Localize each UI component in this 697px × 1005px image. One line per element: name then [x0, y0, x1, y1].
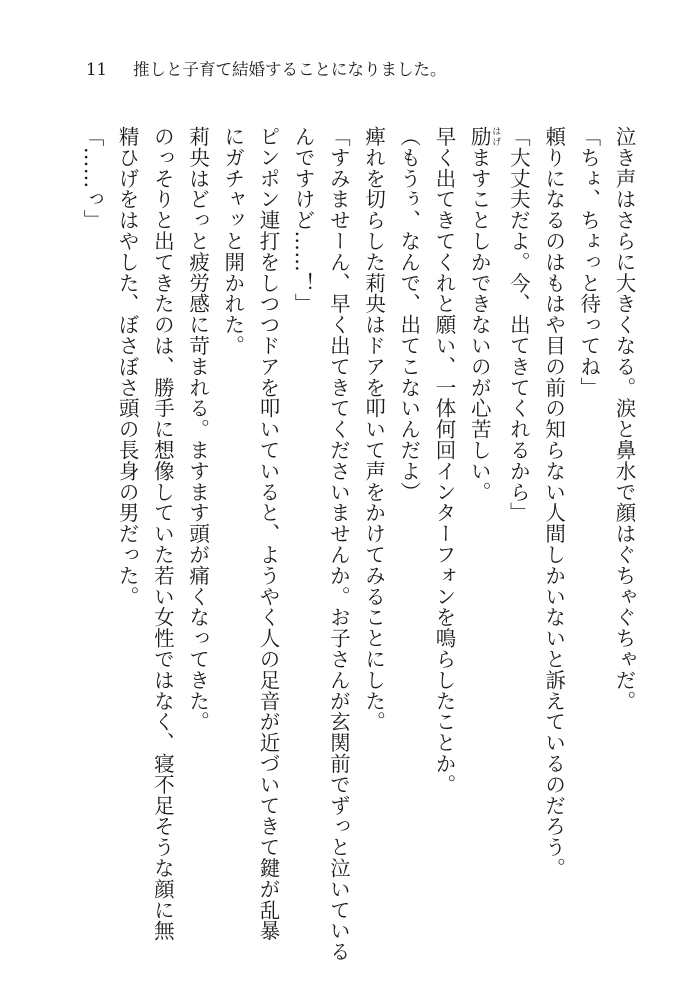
text-line-continued: 精ひげをはやした、ぼさぼさ頭の長身の男だった。 [115, 126, 140, 607]
dialogue-line: 「ちょ、ちょっと待ってね」 [576, 126, 601, 398]
page-number: 11 [86, 60, 107, 79]
dialogue-line: 「……っ」 [79, 126, 104, 231]
ruby-base: 励 [467, 126, 492, 147]
page-header [86, 58, 447, 82]
monologue-line: （もうぅ、なんで、出てこないんだよ） [396, 126, 421, 503]
book-title: 推しと子育て結婚することになりました。 [133, 60, 447, 79]
text-line-continued: にガチャッと開かれた。 [220, 126, 245, 356]
dialogue-line-continued: んですけど……！」 [291, 126, 316, 315]
text-line: ピンポン連打をしつつドアを叩いていると、ようやく人の足音が近づいてきて鍵が乱暴 [255, 126, 280, 942]
text-line: のっそりと出てきたのは、勝手に想像していた若い女性ではなく、寝不足そうな顔に無 [150, 126, 175, 942]
dialogue-line: 「大丈夫だよ。今、出てきてくれるから」 [506, 126, 531, 524]
text-line: 早く出てきてくれと願い、一体何回インターフォンを鳴らしたことか。 [431, 126, 456, 795]
ruby-annotation [467, 126, 501, 147]
dialogue-line: 「すみませーん、早く出てきてくださいませんか。お子さんが玄関前でずっと泣いている [326, 126, 351, 962]
text-line-with-ruby [461, 126, 500, 986]
text-line: 痺れを切らした莉央はドアを叩いて声をかけてみることにした。 [361, 126, 386, 733]
text-line: 頼りになるのはもはや目の前の知らない人間しかいないと訴えているのだろう。 [541, 126, 566, 879]
ruby-line-rest: ますことしかできないのが心苦しい。 [467, 146, 492, 503]
ruby-reading: はげ [490, 126, 501, 147]
text-line: 泣き声はさらに大きくなる。涙と鼻水で顔はぐちゃぐちゃだ。 [612, 126, 636, 712]
text-line: 莉央はどっと疲労感に苛まれる。ますます頭が痛くなってきた。 [185, 126, 210, 733]
vertical-body-text [58, 126, 641, 986]
